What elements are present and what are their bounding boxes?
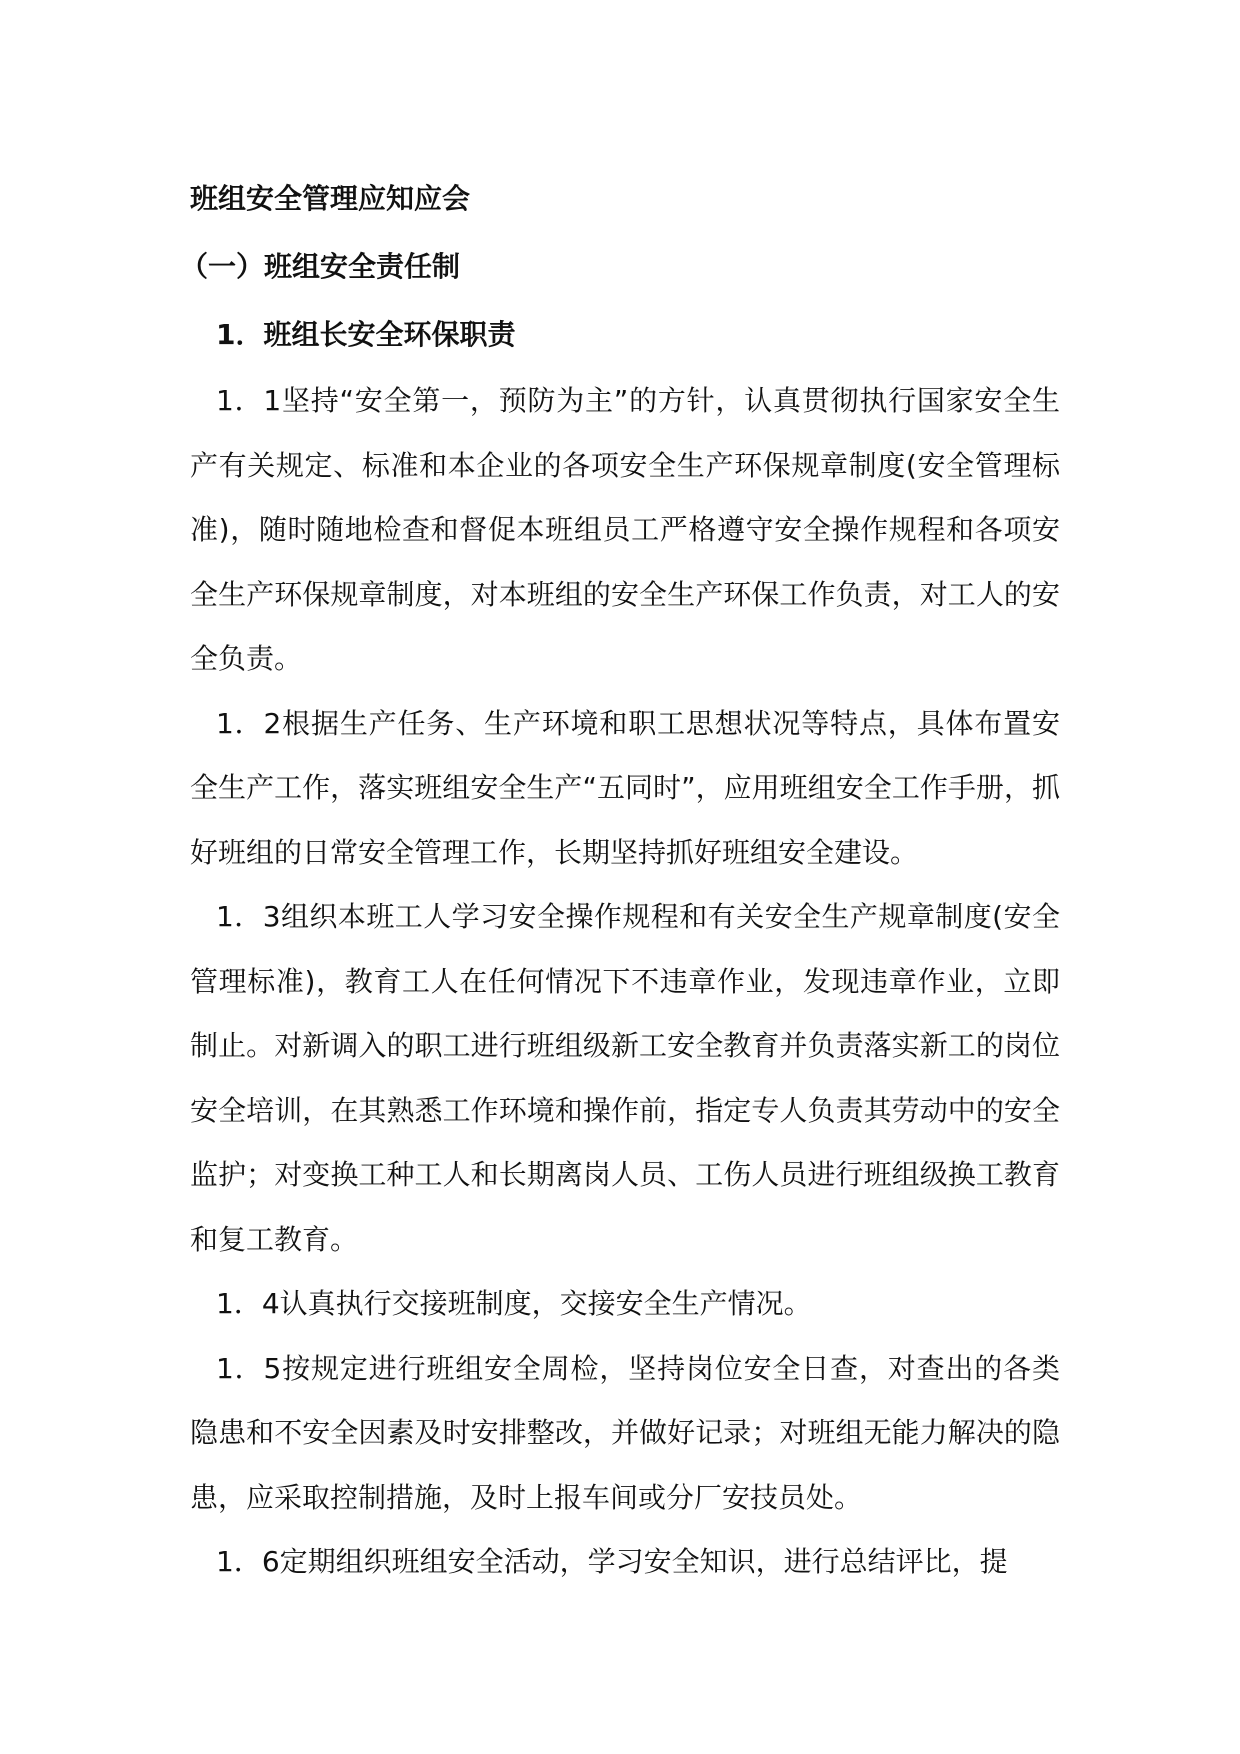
paragraph-1-4: 1．4认真执行交接班制度，交接安全生产情况。 (216, 1287, 812, 1320)
paragraph-1-6: 1．6定期组织班组安全活动，学习安全知识，进行总结评比，提 (216, 1545, 1008, 1578)
document-body (180, 165, 1060, 1595)
section-heading: （一）班组安全责任制 (180, 250, 461, 283)
paragraph-1-5: 1．5按规定进行班组安全周检，坚持岗位安全日查，对查出的各类隐患和不安全因素及时安排整改，并做好记录；对班组无能力解决的隐患，应采取控制措施，及时上报车间或分厂安技员处。 (190, 1351, 1060, 1514)
document-title: 班组安全管理应知应会 (190, 182, 471, 215)
subsection-heading: 1．班组长安全环保职责 (216, 318, 516, 351)
paragraph-1-2: 1．2根据生产任务、生产环境和职工思想状况等特点，具体布置安全生产工作，落实班组安全生产“五同时”，应用班组安全工作手册，抓好班组的日常安全管理工作，长期坚持抓好班组安全建设。 (190, 706, 1060, 869)
paragraph-1-1: 1．1坚持“安全第一，预防为主”的方针，认真贯彻执行国家安全生产有关规定、标准和本企业的各项安全生产环保规章制度(安全管理标准)，随时随地检查和督促本班组员工严格遵守安全操作规程和各项安全生产环保规章制度，对本班组的安全生产环保工作负责，对工人的安全负责。 (190, 384, 1060, 675)
paragraph-1-3: 1．3组织本班工人学习安全操作规程和有关安全生产规章制度(安全管理标准)，教育工人在任何情况下不违章作业，发现违章作业，立即制止。对新调入的职工进行班组级新工安全教育并负责落实新工的岗位安全培训，在其熟悉工作环境和操作前，指定专人负责其劳动中的安全监护；对变换工种工人和长期离岗人员、工伤人员进行班组级换工教育和复工教育。 (190, 900, 1060, 1256)
